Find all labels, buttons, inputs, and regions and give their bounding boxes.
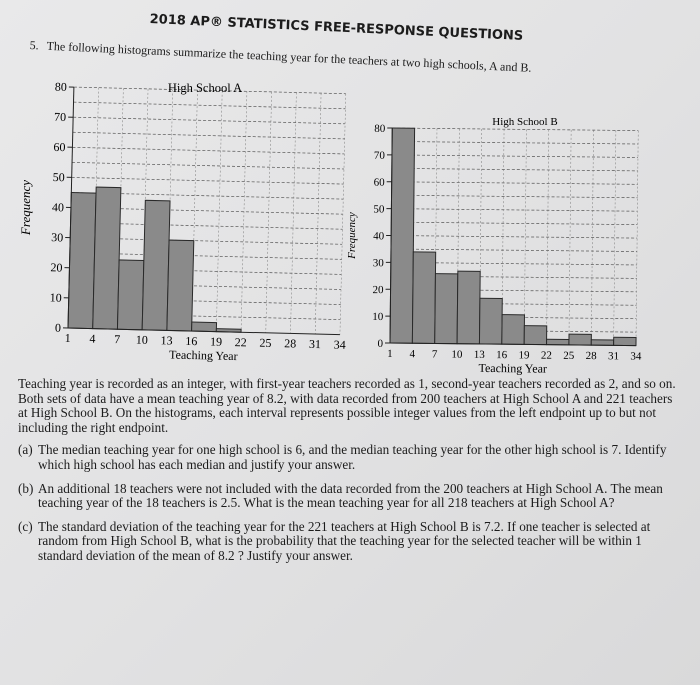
histogram-bar <box>479 298 502 344</box>
histogram-bar <box>591 340 613 346</box>
gridline <box>72 177 344 184</box>
y-tick-label: 40 <box>51 200 65 215</box>
chart-title: High School B <box>492 116 558 128</box>
y-tick-label: 0 <box>54 320 62 335</box>
y-tick-label: 20 <box>372 284 384 297</box>
histogram-bar <box>547 339 569 345</box>
gridline <box>392 141 638 144</box>
gridline <box>391 222 637 225</box>
histogram-b <box>372 123 645 377</box>
y-tick-label: 10 <box>372 310 384 324</box>
gridline <box>391 209 637 212</box>
histogram-bar <box>614 337 636 345</box>
gridline <box>392 168 638 171</box>
y-tick-label: 30 <box>51 230 64 245</box>
x-tick-label: 31 <box>607 350 620 363</box>
x-axis-label: Teaching Year <box>478 360 548 376</box>
y-tick-label: 30 <box>372 257 384 270</box>
gridline <box>392 195 638 198</box>
gridline <box>391 249 637 252</box>
part-a <box>18 443 678 472</box>
histogram-bar <box>435 274 458 344</box>
question-body <box>18 377 678 573</box>
part-b <box>18 482 678 511</box>
histogram-a <box>48 80 352 366</box>
x-tick-label: 16 <box>185 333 198 349</box>
histogram-bar <box>412 252 435 344</box>
x-tick-label: 25 <box>563 349 575 362</box>
y-tick-label: 60 <box>373 176 385 189</box>
x-tick-label: 7 <box>431 348 438 361</box>
histogram-bar <box>457 271 480 344</box>
histogram-bar <box>117 260 143 330</box>
x-tick-label: 10 <box>451 348 463 361</box>
context-paragraph: Teaching year is recorded as an integer, with first-year teachers recorded as 1, second-year teachers recorded as 2, and so on. Both sets of data have a mean teaching year of 8.2, with data recorded from 200 teachers at High School A and 221 teachers at High School B. On the histograms, each interval represents possible integer values from the left endpoint up to but not including the right endpoint. <box>18 376 676 435</box>
y-tick-label: 80 <box>374 122 386 135</box>
x-tick-label: 19 <box>209 334 223 349</box>
x-tick-label: 25 <box>259 335 272 350</box>
x-tick-label: 34 <box>333 337 346 352</box>
histogram-bar <box>142 200 170 330</box>
x-tick-label: 1 <box>387 347 393 361</box>
x-tick-label: 13 <box>160 333 173 348</box>
question-intro-text: The following histograms summarize the teaching year for the teachers at two high schools, A and B. <box>46 38 532 75</box>
y-tick-label: 70 <box>373 149 386 162</box>
x-tick-label: 1 <box>64 330 71 346</box>
gridline <box>392 128 638 131</box>
y-axis-label: Frequency <box>346 212 358 259</box>
histogram-bar <box>68 192 96 328</box>
part-b-label: (b) <box>18 480 34 496</box>
x-tick-label: 22 <box>540 349 552 362</box>
gridline <box>72 162 344 169</box>
x-tick-label: 13 <box>473 348 485 361</box>
x-tick-label: 4 <box>409 348 416 361</box>
y-tick-label: 70 <box>53 109 67 125</box>
y-tick-label: 10 <box>49 290 62 305</box>
y-tick-label: 80 <box>54 79 68 94</box>
histogram-bar <box>524 326 547 345</box>
y-tick-label: 20 <box>50 260 63 275</box>
part-c <box>18 520 678 564</box>
x-tick-label: 10 <box>135 332 149 347</box>
y-tick-label: 40 <box>373 230 385 243</box>
y-tick-label: 60 <box>53 139 66 155</box>
gridline <box>73 117 345 124</box>
vertical-gridline <box>569 130 571 345</box>
y-axis-label: Frequency <box>18 179 33 236</box>
gridline <box>72 147 344 154</box>
x-tick-label: 19 <box>518 349 530 362</box>
histogram-bar <box>93 187 121 329</box>
histogram-bar <box>569 334 591 345</box>
gridline <box>74 102 346 109</box>
histogram-bar <box>167 240 194 331</box>
gridline <box>391 236 637 239</box>
x-tick-label: 16 <box>496 349 508 362</box>
x-tick-label: 34 <box>630 350 642 363</box>
histogram-bar <box>390 128 415 343</box>
question-number: 5. <box>29 38 39 53</box>
part-a-text: The median teaching year for one high school is 6, and the median teaching year for the other high school is 7. Identify which high school has each median and justify your answer. <box>38 442 667 472</box>
vertical-gridline <box>524 129 526 344</box>
histogram-bar <box>192 322 217 332</box>
x-tick-label: 28 <box>585 350 597 363</box>
part-c-label: (c) <box>18 518 33 534</box>
part-b-text: An additional 18 teachers were not included with the data recorded from the 200 teachers at High School A. The mean teaching year of the 18 teachers is 2.5. What is the mean teaching year for all 218 teachers at High School A? <box>38 480 663 511</box>
part-a-label: (a) <box>18 442 33 458</box>
y-tick-label: 0 <box>377 337 384 350</box>
gridline <box>73 132 345 139</box>
page-header: 2018 AP® STATISTICS FREE-RESPONSE QUESTIONS <box>149 12 524 44</box>
x-tick-label: 28 <box>284 336 297 351</box>
gridline <box>392 155 638 158</box>
x-axis-label: Teaching Year <box>168 347 238 364</box>
x-tick-label: 22 <box>234 335 247 350</box>
histogram-bar <box>502 315 525 345</box>
chart-title: High School A <box>167 81 243 95</box>
y-tick-label: 50 <box>373 203 385 216</box>
vertical-gridline <box>340 94 346 335</box>
part-c-text: The standard deviation of the teaching year for the 221 teachers at High School B is 7.2. If one teacher is selected at random from High School B, what is the probability that the teaching year for the selected teacher will be within 1 standard deviation of the mean of 8.2 ? Justify your answer. <box>38 518 651 563</box>
x-tick-label: 31 <box>308 336 322 352</box>
x-tick-label: 4 <box>89 331 96 346</box>
y-tick-label: 50 <box>52 169 65 185</box>
x-tick-label: 7 <box>114 332 121 347</box>
gridline <box>392 182 638 185</box>
